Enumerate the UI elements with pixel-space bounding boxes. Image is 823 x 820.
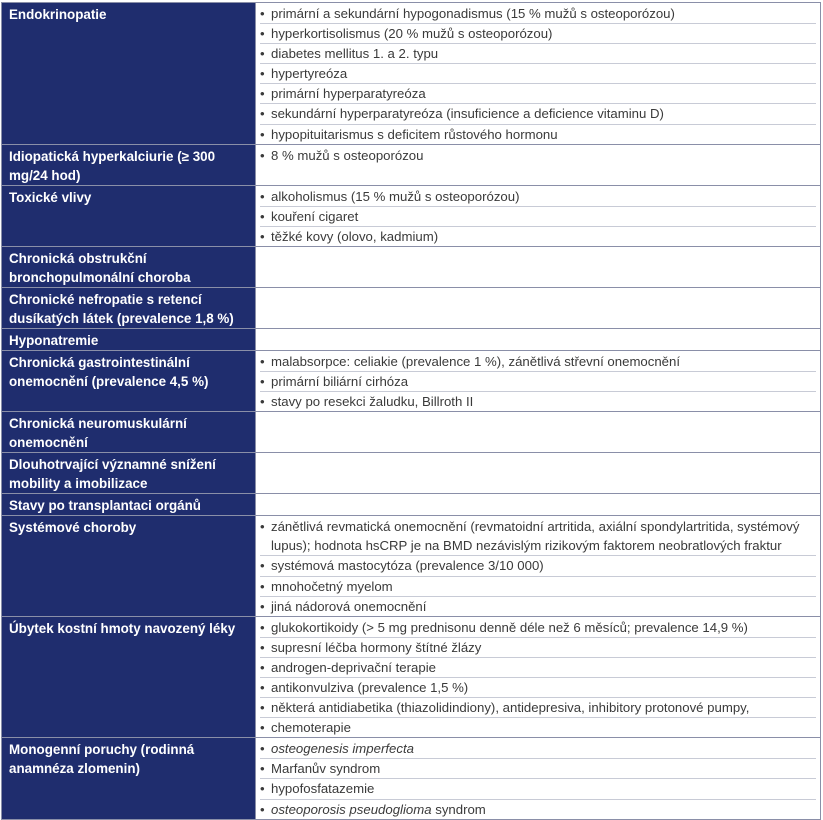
bullet-icon: • bbox=[260, 6, 265, 21]
details-cell bbox=[256, 144, 821, 185]
list-item bbox=[260, 392, 816, 411]
table-row bbox=[2, 246, 821, 287]
item-text: supresní léčba hormony štítné žlázy bbox=[271, 639, 482, 655]
details-list bbox=[260, 618, 816, 738]
details-list bbox=[260, 739, 816, 818]
item-text: některá antidiabetika (thiazolidindiony), antidepresiva, inhibitory protonové pumpy, bbox=[271, 700, 750, 716]
item-text: 8 % mužů s osteoporózou bbox=[271, 147, 424, 163]
list-item bbox=[260, 597, 816, 616]
category-cell: Úbytek kostní hmoty navozený léky bbox=[2, 616, 256, 738]
list-item bbox=[260, 372, 816, 392]
details-cell bbox=[256, 453, 821, 494]
bullet-icon: • bbox=[260, 720, 265, 736]
table-row bbox=[2, 3, 821, 145]
list-item bbox=[260, 207, 816, 227]
list-item bbox=[260, 739, 816, 759]
table-row bbox=[2, 738, 821, 819]
table-row bbox=[2, 494, 821, 516]
category-cell: Idiopatická hyperkalciurie (≥ 300 mg/24 hod) bbox=[2, 144, 256, 185]
details-cell bbox=[256, 616, 821, 738]
item-text: syndrom bbox=[431, 801, 486, 817]
list-item bbox=[260, 44, 816, 64]
table-row bbox=[2, 616, 821, 738]
details-cell bbox=[256, 738, 821, 819]
item-text: kouření cigaret bbox=[271, 208, 359, 224]
details-cell bbox=[256, 185, 821, 246]
list-item bbox=[260, 658, 816, 678]
bullet-icon: • bbox=[260, 598, 265, 614]
list-item bbox=[260, 698, 816, 718]
bullet-icon: • bbox=[260, 374, 265, 390]
bullet-icon: • bbox=[260, 66, 265, 82]
bullet-icon: • bbox=[260, 188, 265, 204]
category-cell: Chronická gastrointestinální onemocnění (prevalence 4,5 %) bbox=[2, 350, 256, 411]
details-cell bbox=[256, 350, 821, 411]
details-list bbox=[260, 146, 816, 165]
bullet-icon: • bbox=[260, 519, 265, 535]
item-text: zánětlivá revmatická onemocnění (revmatoidní artritida, axiální spondylartritida, systémový lupus); hodnota hsCRP je na BMD nezávislým rizikovým faktorem neobratlových fraktur bbox=[271, 519, 800, 554]
table-row bbox=[2, 516, 821, 616]
bullet-icon: • bbox=[260, 700, 265, 716]
bullet-icon: • bbox=[260, 353, 265, 369]
list-item bbox=[260, 187, 816, 207]
item-text: androgen-deprivační terapie bbox=[271, 659, 436, 675]
table-row bbox=[2, 328, 821, 350]
category-cell: Stavy po transplantaci orgánů bbox=[2, 494, 256, 516]
bullet-icon: • bbox=[260, 659, 265, 675]
table-row bbox=[2, 350, 821, 411]
details-cell bbox=[256, 246, 821, 287]
item-text: mnohočetný myelom bbox=[271, 578, 393, 594]
bullet-icon: • bbox=[260, 558, 265, 574]
bullet-icon: • bbox=[260, 46, 265, 62]
list-item bbox=[260, 779, 816, 799]
category-cell: Systémové choroby bbox=[2, 516, 256, 616]
details-cell bbox=[256, 287, 821, 328]
bullet-icon: • bbox=[260, 147, 265, 163]
list-item bbox=[260, 577, 816, 597]
bullet-icon: • bbox=[260, 679, 265, 695]
list-item bbox=[260, 352, 816, 372]
bullet-icon: • bbox=[260, 761, 265, 777]
table-row bbox=[2, 453, 821, 494]
item-text: primární hyperparatyreóza bbox=[271, 86, 426, 102]
bullet-icon: • bbox=[260, 619, 265, 635]
list-item bbox=[260, 556, 816, 576]
list-item bbox=[260, 104, 816, 124]
bullet-icon: • bbox=[260, 781, 265, 797]
italic-term: osteogenesis imperfecta bbox=[271, 741, 414, 757]
list-item bbox=[260, 64, 816, 84]
category-cell: Chronické nefropatie s retencí dusíkatých látek (prevalence 1,8 %) bbox=[2, 287, 256, 328]
bullet-icon: • bbox=[260, 801, 265, 817]
details-cell bbox=[256, 494, 821, 516]
list-item bbox=[260, 517, 816, 556]
item-text: malabsorpce: celiakie (prevalence 1 %), zánětlivá střevní onemocnění bbox=[271, 353, 681, 369]
details-list bbox=[260, 352, 816, 411]
details-list bbox=[260, 517, 816, 615]
item-text: alkoholismus (15 % mužů s osteoporózou) bbox=[271, 188, 520, 204]
bullet-icon: • bbox=[260, 394, 265, 410]
details-cell bbox=[256, 516, 821, 616]
item-text: Marfanův syndrom bbox=[271, 761, 381, 777]
category-cell: Toxické vlivy bbox=[2, 185, 256, 246]
list-item bbox=[260, 678, 816, 698]
item-text: sekundární hyperparatyreóza (insuficience a deficience vitaminu D) bbox=[271, 106, 664, 122]
table-body bbox=[2, 3, 821, 820]
list-item bbox=[260, 84, 816, 104]
table-row bbox=[2, 185, 821, 246]
list-item bbox=[260, 24, 816, 44]
list-item bbox=[260, 638, 816, 658]
item-text: hypertyreóza bbox=[271, 66, 348, 82]
item-text: hypopituitarismus s deficitem růstového hormonu bbox=[271, 126, 558, 142]
list-item bbox=[260, 125, 816, 144]
list-item bbox=[260, 4, 816, 24]
category-cell: Hyponatremie bbox=[2, 328, 256, 350]
list-item bbox=[260, 718, 816, 737]
item-text: jiná nádorová onemocnění bbox=[271, 598, 427, 614]
bullet-icon: • bbox=[260, 578, 265, 594]
item-text: hypofosfatazemie bbox=[271, 781, 375, 797]
list-item bbox=[260, 227, 816, 246]
bullet-icon: • bbox=[260, 639, 265, 655]
details-list bbox=[260, 187, 816, 246]
table-row bbox=[2, 412, 821, 453]
item-text: diabetes mellitus 1. a 2. typu bbox=[271, 46, 439, 62]
bullet-icon: • bbox=[260, 106, 265, 122]
item-text: primární biliární cirhóza bbox=[271, 374, 409, 390]
list-item bbox=[260, 618, 816, 638]
list-item bbox=[260, 759, 816, 779]
bullet-icon: • bbox=[260, 26, 265, 42]
item-text: hyperkortisolismus (20 % mužů s osteoporózou) bbox=[271, 26, 553, 42]
category-cell: Chronická obstrukční bronchopulmonální choroba bbox=[2, 246, 256, 287]
category-cell: Endokrinopatie bbox=[2, 3, 256, 145]
causes-table bbox=[1, 2, 821, 820]
bullet-icon: • bbox=[260, 86, 265, 102]
table-row bbox=[2, 144, 821, 185]
table-row bbox=[2, 287, 821, 328]
bullet-icon: • bbox=[260, 228, 265, 244]
bullet-icon: • bbox=[260, 208, 265, 224]
item-text: stavy po resekci žaludku, Billroth II bbox=[271, 394, 474, 410]
item-text: systémová mastocytóza (prevalence 3/10 000) bbox=[271, 558, 544, 574]
item-text: glukokortikoidy (> 5 mg prednisonu denně déle než 6 měsíců; prevalence 14,9 %) bbox=[271, 619, 748, 635]
list-item bbox=[260, 800, 816, 819]
italic-term: osteoporosis pseudoglioma bbox=[271, 801, 432, 817]
bullet-icon: • bbox=[260, 126, 265, 142]
details-cell bbox=[256, 412, 821, 453]
item-text: chemoterapie bbox=[271, 720, 351, 736]
details-cell bbox=[256, 328, 821, 350]
bullet-icon: • bbox=[260, 741, 265, 757]
details-cell bbox=[256, 3, 821, 145]
category-cell: Dlouhotrvající významné snížení mobility a imobilizace bbox=[2, 453, 256, 494]
item-text: antikonvulziva (prevalence 1,5 %) bbox=[271, 679, 469, 695]
list-item bbox=[260, 146, 816, 165]
category-cell: Monogenní poruchy (rodinná anamnéza zlomenin) bbox=[2, 738, 256, 819]
item-text: těžké kovy (olovo, kadmium) bbox=[271, 228, 439, 244]
details-list bbox=[260, 4, 816, 144]
category-cell: Chronická neuromuskulární onemocnění bbox=[2, 412, 256, 453]
item-text: primární a sekundární hypogonadismus (15 % mužů s osteoporózou) bbox=[271, 6, 675, 21]
